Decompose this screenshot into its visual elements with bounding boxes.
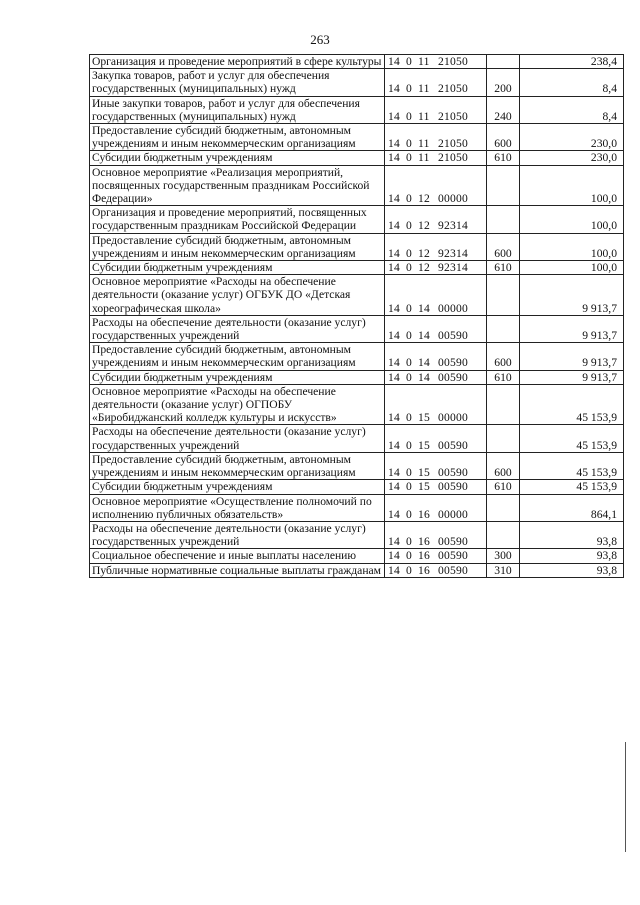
program-code: 14 — [388, 109, 400, 123]
direction-code: 00000 — [438, 192, 468, 206]
expense-type-code: 610 — [487, 151, 520, 165]
program-code: 14 — [388, 192, 400, 206]
program-code: 14 — [388, 301, 400, 315]
amount: 100,0 — [520, 165, 624, 206]
expense-type-code — [487, 315, 520, 342]
amount: 93,8 — [520, 549, 624, 563]
amount: 9 913,7 — [520, 343, 624, 370]
table-row — [90, 55, 624, 69]
event-code: 11 — [418, 109, 430, 123]
program-code: 14 — [388, 261, 400, 275]
direction-code: 92314 — [438, 261, 468, 275]
table-row — [90, 480, 624, 494]
expense-type-code: 600 — [487, 452, 520, 479]
table-row — [90, 261, 624, 275]
target-article-code — [385, 261, 487, 275]
amount: 93,8 — [520, 563, 624, 577]
budget-table — [89, 54, 624, 578]
subprogram-code: 0 — [406, 329, 412, 343]
subprogram-code: 0 — [406, 137, 412, 151]
target-article-code — [385, 206, 487, 233]
target-article-code — [385, 96, 487, 123]
table-row — [90, 343, 624, 370]
subprogram-code: 0 — [406, 192, 412, 206]
table-row — [90, 521, 624, 548]
program-code: 14 — [388, 219, 400, 233]
target-article-code — [385, 275, 487, 316]
program-code: 14 — [388, 151, 400, 165]
subprogram-code: 0 — [406, 109, 412, 123]
table-row — [90, 494, 624, 521]
event-code: 11 — [418, 55, 430, 68]
expense-type-code: 600 — [487, 124, 520, 151]
direction-code: 00590 — [438, 466, 468, 480]
direction-code: 21050 — [438, 151, 468, 165]
row-description: Основное мероприятие «Реализация мероприятий, посвященных государственным праздникам Российской Федерации» — [90, 165, 385, 206]
target-article-code — [385, 384, 487, 425]
direction-code: 00590 — [438, 438, 468, 452]
event-code: 12 — [418, 219, 430, 233]
direction-code: 92314 — [438, 219, 468, 233]
program-code: 14 — [388, 438, 400, 452]
program-code: 14 — [388, 535, 400, 549]
target-article-code — [385, 549, 487, 563]
table-row — [90, 206, 624, 233]
direction-code: 00590 — [438, 356, 468, 370]
direction-code: 21050 — [438, 55, 468, 68]
expense-type-code: 240 — [487, 96, 520, 123]
row-description: Социальное обеспечение и иные выплаты населению — [90, 549, 385, 563]
event-code: 14 — [418, 301, 430, 315]
amount: 8,4 — [520, 96, 624, 123]
expense-type-code: 310 — [487, 563, 520, 577]
subprogram-code: 0 — [406, 480, 412, 494]
target-article-code — [385, 494, 487, 521]
subprogram-code: 0 — [406, 246, 412, 260]
row-description: Субсидии бюджетным учреждениям — [90, 480, 385, 494]
amount: 9 913,7 — [520, 315, 624, 342]
scan-margin-line — [625, 742, 626, 852]
direction-code: 00000 — [438, 301, 468, 315]
row-description: Организация и проведение мероприятий в сфере культуры — [90, 55, 385, 69]
direction-code: 00590 — [438, 563, 468, 577]
event-code: 14 — [418, 329, 430, 343]
event-code: 11 — [418, 82, 430, 96]
event-code: 15 — [418, 438, 430, 452]
amount: 9 913,7 — [520, 275, 624, 316]
expense-type-code: 610 — [487, 480, 520, 494]
program-code: 14 — [388, 137, 400, 151]
event-code: 15 — [418, 480, 430, 494]
event-code: 16 — [418, 549, 430, 563]
amount: 45 153,9 — [520, 452, 624, 479]
event-code: 14 — [418, 356, 430, 370]
row-description: Основное мероприятие «Осуществление полномочий по исполнению публичных обязательств» — [90, 494, 385, 521]
program-code: 14 — [388, 466, 400, 480]
row-description: Иные закупки товаров, работ и услуг для обеспечения государственных (муниципальных) нужд — [90, 96, 385, 123]
row-description: Организация и проведение мероприятий, посвященных государственным праздникам Российской Федерации — [90, 206, 385, 233]
expense-type-code — [487, 165, 520, 206]
amount: 100,0 — [520, 206, 624, 233]
expense-type-code: 200 — [487, 69, 520, 96]
table-row — [90, 425, 624, 452]
row-description: Расходы на обеспечение деятельности (оказание услуг) государственных учреждений — [90, 315, 385, 342]
subprogram-code: 0 — [406, 55, 412, 68]
table-row — [90, 315, 624, 342]
subprogram-code: 0 — [406, 370, 412, 384]
target-article-code — [385, 452, 487, 479]
subprogram-code: 0 — [406, 261, 412, 275]
table-row — [90, 563, 624, 577]
target-article-code — [385, 233, 487, 260]
table-row — [90, 96, 624, 123]
target-article-code — [385, 521, 487, 548]
subprogram-code: 0 — [406, 563, 412, 577]
subprogram-code: 0 — [406, 219, 412, 233]
direction-code: 92314 — [438, 246, 468, 260]
row-description: Предоставление субсидий бюджетным, автономным учреждениям и иным некоммерческим организациям — [90, 452, 385, 479]
program-code: 14 — [388, 356, 400, 370]
subprogram-code: 0 — [406, 356, 412, 370]
row-description: Основное мероприятие «Расходы на обеспечение деятельности (оказание услуг) ОГБУК ДО «Детская хореографическая школа» — [90, 275, 385, 316]
amount: 864,1 — [520, 494, 624, 521]
amount: 45 153,9 — [520, 480, 624, 494]
expense-type-code — [487, 55, 520, 69]
direction-code: 00590 — [438, 370, 468, 384]
amount: 100,0 — [520, 233, 624, 260]
amount: 93,8 — [520, 521, 624, 548]
program-code: 14 — [388, 549, 400, 563]
amount: 8,4 — [520, 69, 624, 96]
subprogram-code: 0 — [406, 535, 412, 549]
amount: 45 153,9 — [520, 384, 624, 425]
table-row — [90, 124, 624, 151]
expense-type-code: 610 — [487, 261, 520, 275]
subprogram-code: 0 — [406, 151, 412, 165]
subprogram-code: 0 — [406, 82, 412, 96]
event-code: 12 — [418, 246, 430, 260]
subprogram-code: 0 — [406, 438, 412, 452]
expense-type-code: 600 — [487, 233, 520, 260]
row-description: Предоставление субсидий бюджетным, автономным учреждениям и иным некоммерческим организациям — [90, 124, 385, 151]
event-code: 15 — [418, 411, 430, 425]
program-code: 14 — [388, 55, 400, 68]
event-code: 11 — [418, 137, 430, 151]
program-code: 14 — [388, 480, 400, 494]
subprogram-code: 0 — [406, 466, 412, 480]
program-code: 14 — [388, 411, 400, 425]
event-code: 16 — [418, 507, 430, 521]
expense-type-code — [487, 275, 520, 316]
event-code: 14 — [418, 370, 430, 384]
row-description: Субсидии бюджетным учреждениям — [90, 370, 385, 384]
expense-type-code: 300 — [487, 549, 520, 563]
table-row — [90, 452, 624, 479]
subprogram-code: 0 — [406, 549, 412, 563]
table-row — [90, 370, 624, 384]
direction-code: 21050 — [438, 82, 468, 96]
row-description: Предоставление субсидий бюджетным, автономным учреждениям и иным некоммерческим организациям — [90, 343, 385, 370]
target-article-code — [385, 69, 487, 96]
target-article-code — [385, 425, 487, 452]
expense-type-code: 600 — [487, 343, 520, 370]
expense-type-code — [487, 384, 520, 425]
program-code: 14 — [388, 507, 400, 521]
expense-type-code — [487, 494, 520, 521]
row-description: Расходы на обеспечение деятельности (оказание услуг) государственных учреждений — [90, 425, 385, 452]
table-row — [90, 233, 624, 260]
expense-type-code — [487, 425, 520, 452]
row-description: Субсидии бюджетным учреждениям — [90, 261, 385, 275]
direction-code: 00590 — [438, 535, 468, 549]
table-row — [90, 165, 624, 206]
amount: 230,0 — [520, 124, 624, 151]
direction-code: 00590 — [438, 480, 468, 494]
target-article-code — [385, 480, 487, 494]
program-code: 14 — [388, 246, 400, 260]
program-code: 14 — [388, 563, 400, 577]
expense-type-code: 610 — [487, 370, 520, 384]
budget-table-body — [90, 55, 624, 578]
subprogram-code: 0 — [406, 301, 412, 315]
target-article-code — [385, 124, 487, 151]
amount: 9 913,7 — [520, 370, 624, 384]
direction-code: 00000 — [438, 507, 468, 521]
program-code: 14 — [388, 329, 400, 343]
direction-code: 21050 — [438, 109, 468, 123]
direction-code: 21050 — [438, 137, 468, 151]
table-row — [90, 69, 624, 96]
program-code: 14 — [388, 82, 400, 96]
row-description: Расходы на обеспечение деятельности (оказание услуг) государственных учреждений — [90, 521, 385, 548]
event-code: 16 — [418, 535, 430, 549]
amount: 238,4 — [520, 55, 624, 69]
target-article-code — [385, 315, 487, 342]
subprogram-code: 0 — [406, 411, 412, 425]
event-code: 12 — [418, 192, 430, 206]
target-article-code — [385, 151, 487, 165]
table-row — [90, 384, 624, 425]
subprogram-code: 0 — [406, 507, 412, 521]
expense-type-code — [487, 206, 520, 233]
event-code: 12 — [418, 261, 430, 275]
row-description: Основное мероприятие «Расходы на обеспечение деятельности (оказание услуг) ОГПОБУ «Биробиджанский колледж культуры и искусств» — [90, 384, 385, 425]
direction-code: 00590 — [438, 549, 468, 563]
direction-code: 00590 — [438, 329, 468, 343]
amount: 45 153,9 — [520, 425, 624, 452]
direction-code: 00000 — [438, 411, 468, 425]
row-description: Предоставление субсидий бюджетным, автономным учреждениям и иным некоммерческим организациям — [90, 233, 385, 260]
event-code: 16 — [418, 563, 430, 577]
expense-type-code — [487, 521, 520, 548]
row-description: Закупка товаров, работ и услуг для обеспечения государственных (муниципальных) нужд — [90, 69, 385, 96]
table-row — [90, 549, 624, 563]
row-description: Публичные нормативные социальные выплаты гражданам — [90, 563, 385, 577]
page-number: 263 — [310, 32, 330, 47]
target-article-code — [385, 370, 487, 384]
table-row — [90, 275, 624, 316]
target-article-code — [385, 563, 487, 577]
event-code: 15 — [418, 466, 430, 480]
program-code: 14 — [388, 370, 400, 384]
event-code: 11 — [418, 151, 430, 165]
target-article-code — [385, 343, 487, 370]
row-description: Субсидии бюджетным учреждениям — [90, 151, 385, 165]
amount: 230,0 — [520, 151, 624, 165]
target-article-code — [385, 55, 487, 69]
target-article-code — [385, 165, 487, 206]
amount: 100,0 — [520, 261, 624, 275]
table-row — [90, 151, 624, 165]
